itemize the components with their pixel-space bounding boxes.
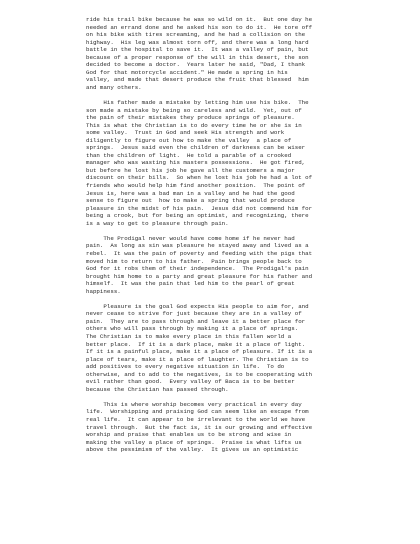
text-line: God for it robs them of their independence. The Prodigal's pain (86, 265, 309, 273)
text-line: pain. They are to pass through and leave it a better place for (86, 317, 306, 325)
text-line: diligently to figure out how to make the valley a place of (86, 136, 292, 144)
text-line: life. Worshipping and praising God can seem like an escape from (86, 408, 309, 416)
text-line: and many others. (86, 83, 142, 91)
text-line: friends who would help him find another position. The point of (86, 182, 306, 190)
text-line: above the pessimism of the valley. It gives us an optimistic (86, 446, 299, 454)
text-line: The Prodigal never would have come home if he never had (86, 234, 295, 242)
text-line: travel through. But the fact is, it is our growing and effective (86, 423, 313, 431)
text-line: otherwise, and to add to the negatives, is to be cooperating with (86, 370, 313, 378)
text-line: ride his trail bike because he was so wild on it. But one day he (86, 16, 313, 23)
text-line: If it is a painful place, make it a place of pleasure. If it is a (86, 348, 313, 356)
text-line: the pain of their mistakes they produce springs of pleasure. (86, 114, 295, 122)
text-line: add positives to every negative situation in life. To do (86, 363, 285, 371)
text-line: real life. It can appear to be irrelevant to the world we have (86, 415, 306, 423)
text-line: son made a mistake by being so careless and wild. Yet, out of (86, 106, 302, 114)
text-line: but before he lost his job he gave all the customers a major (86, 166, 295, 174)
text-line: pain. As long as sin was pleasure he stayed away and lived as a (86, 242, 309, 250)
text-line: needed an errand done and he asked his son to do it. He tore off (86, 23, 313, 31)
text-line: never cease to strive for just because they are in a valley of (86, 310, 302, 318)
text-line: springs. Jesus said even the children of darkness can be wiser (86, 144, 306, 152)
text-line: than the children of light. He told a parable of a crooked (86, 151, 292, 159)
text-line: happiness. (86, 287, 121, 295)
text-line: discount on their bills. So when he lost his job he had a lot of (86, 174, 313, 182)
text-line: worship and praise that enables us to be strong and wise in (86, 431, 292, 439)
text-line: others who will pass through by making it a place of springs. (86, 325, 299, 333)
text-line: some valley. Trust in God and seek His strength and work (86, 129, 285, 137)
text-line: sense to figure out how to make a spring that would produce (86, 197, 295, 205)
text-line: being a crook, but for being an optimist, and recognizing, there (86, 212, 309, 220)
text-line: moved him to return to his father. Pain brings people back to (86, 257, 302, 265)
text-line: because of a proper response of the will in this desert, the son (86, 53, 309, 61)
text-line: making the valley a place of springs. Praise is what lifts us (86, 438, 302, 446)
paragraph (86, 303, 406, 394)
paragraph (86, 235, 406, 295)
text-line: pleasure in the midst of his pain. Jesus did not commend him for (86, 204, 313, 212)
text-line: place of tears, make it a place of laughter. The Christian is to (86, 355, 309, 363)
text-line: brought him home to a party and great pleasure for his father and (86, 272, 313, 280)
text-line: because the Christian has passed through. (86, 385, 229, 393)
text-line: Pleasure is the goal God expects His people to aim for, and (86, 302, 309, 310)
text-line: himself. It was the pain that led him to the pearl of great (86, 280, 295, 288)
text-line: The Christian is to make every place in this fallen world a (86, 332, 292, 340)
text-line: God for that motorcycle accident." He made a spring in his (86, 68, 288, 76)
text-line: rebel. It was the pain of poverty and feeding with the pigs that (86, 249, 313, 257)
text-line: on his bike with tires screaming, and he had a collision on the (86, 31, 306, 39)
text-line: This is what the Christian is to do every time he or she is in (86, 121, 302, 129)
text-line: is a way to get to pleasure through pain. (86, 219, 229, 227)
text-line: battle in the hospital to save it. It was a valley of pain, but (86, 46, 309, 54)
text-line: manager who was wasting his masters possessions. He got fired, (86, 159, 306, 167)
text-line: This is where worship becomes very practical in every day (86, 400, 302, 408)
text-line: better place. If it is a dark place, make it a place of light. (86, 340, 306, 348)
text-line: His father made a mistake by letting him use his bike. The (86, 99, 309, 107)
text-line: valley, and made that desert produce the fruit that blessed him (86, 76, 309, 84)
paragraph (86, 16, 406, 91)
paragraph (86, 99, 406, 227)
text-line: evil rather than good. Every valley of Baca is to be better (86, 378, 295, 386)
text-line: decided to become a doctor. Years later he said, "Dad, I thank (86, 61, 306, 69)
text-line: Jesus is, here was a bad man in a valley and he had the good (86, 189, 295, 197)
text-line: highway. His leg was almost torn off, and there was a long hard (86, 38, 309, 46)
paragraph (86, 401, 406, 454)
document-body (86, 16, 406, 461)
